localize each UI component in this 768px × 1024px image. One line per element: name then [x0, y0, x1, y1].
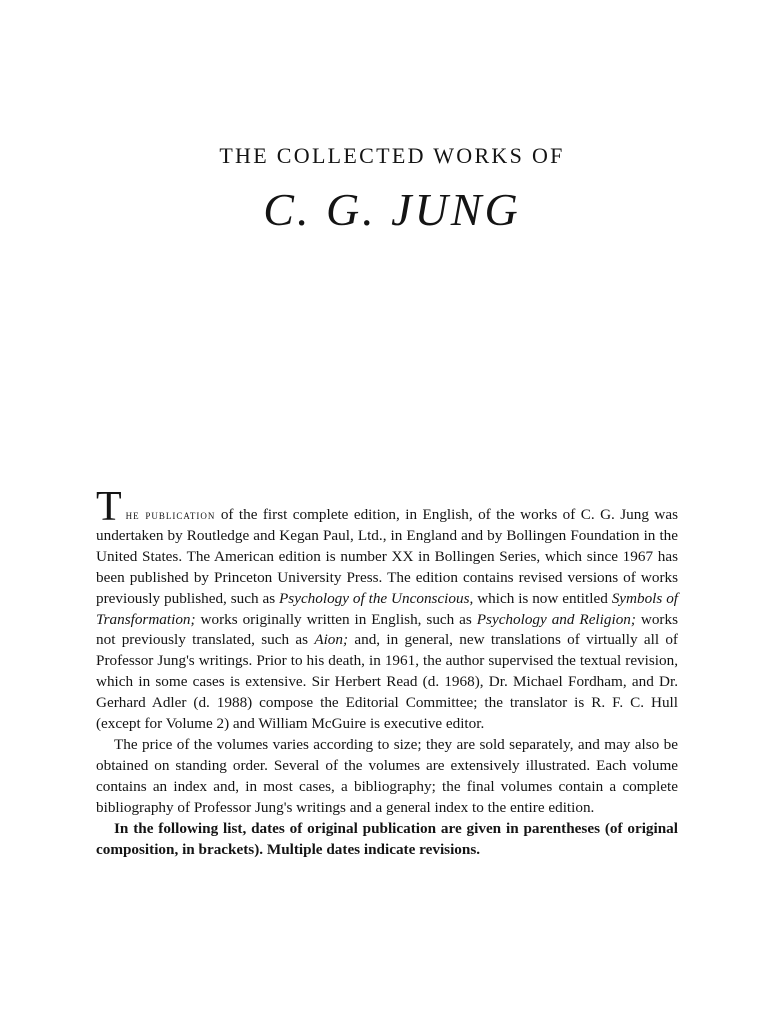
text-run: works originally written in English, such as [195, 610, 477, 628]
text-run: which is now entitled [473, 589, 612, 607]
italic-title: Psychology of the Unconscious, [279, 589, 474, 607]
italic-title: Symbols of Transformation; [96, 589, 679, 628]
text-run: and, in general, new translations of virtually all of Professor Jung's writings. Prior to his death, in 1961, the author supervised the textual revision, which in some cases is extensive. Sir Herbert Read (d. 1968), Dr. Michael Fordham, and Dr. Gerhard Adler (d. 1988) compose the Editorial Committee; the translator is R. F. C. Hull (except for Volume 2) and William McGuire is executive editor. [96, 631, 678, 733]
drop-cap: T [96, 484, 122, 530]
text-run: of the first complete edition, in English, of the works of C. G. Jung was undertaken by Routledge and Kegan Paul, Ltd., in England and by Bollingen Foundation in the United States. The American edition is number XX in Bollingen Series, which since 1967 has been published by Princeton University Press. The edition contains revised versions of works previously published, such as [96, 506, 679, 607]
italic-title: Aion; [314, 631, 349, 649]
series-title: THE COLLECTED WORKS OF [219, 143, 565, 168]
text-run: works not previously translated, such as [96, 610, 678, 649]
italic-title: Psychology and Religion; [476, 610, 636, 628]
intro-paragraph-3: In the following list, dates of original publication are given in parentheses (of original composition, in brackets). Multiple dates indicate revisions. [96, 819, 678, 858]
intro-paragraph-2: The price of the volumes varies according to size; they are sold separately, and may also be obtained on standing order. Several of the volumes are extensively illustrated. Each volume contains an index and, in most cases, a bibliography; the final volumes contain a complete bibliography of Professor Jung's writings and a general index to the entire edition. [96, 735, 678, 816]
author-name: C. G. JUNG [263, 184, 521, 235]
intro-text [96, 484, 679, 860]
intro-paragraph-1 [96, 484, 679, 735]
lead-in-smallcaps: he publication [125, 508, 216, 522]
